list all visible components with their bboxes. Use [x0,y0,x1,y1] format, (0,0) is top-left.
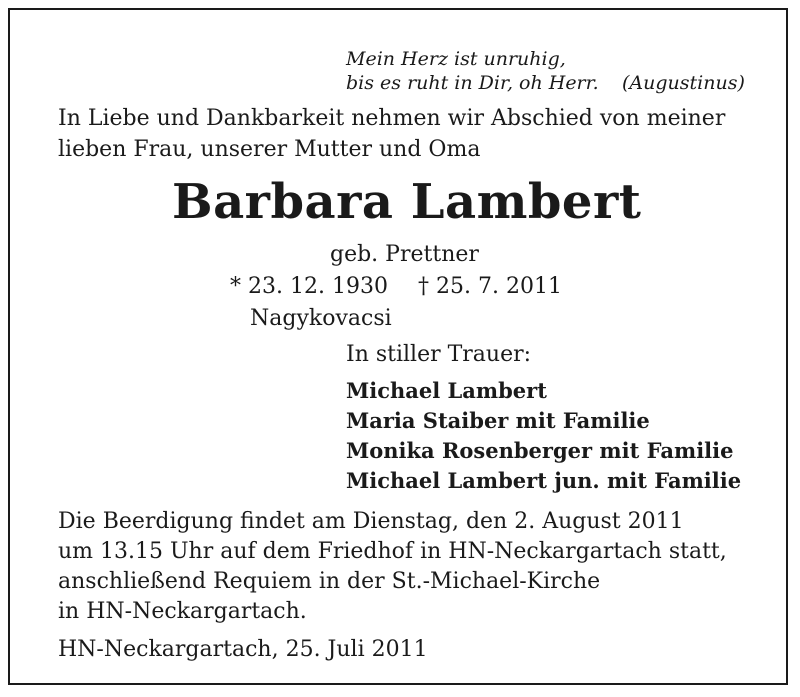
funeral-line-1: Die Beerdigung findet am Dienstag, den 2. August 2011 [58,509,684,534]
mourner-name: Monika Rosenberger mit Familie [346,438,734,463]
mourner-name: Michael Lambert [346,378,547,403]
funeral-line-2: um 13.15 Uhr auf dem Friedhof in HN-Neckargartach statt, [58,539,727,564]
obituary-notice [8,8,788,685]
mourner-name: Maria Staiber mit Familie [346,408,650,433]
death-date: † 25. 7. 2011 [418,274,562,299]
place-date: HN-Neckargartach, 25. Juli 2011 [58,637,428,662]
epigraph-attribution: (Augustinus) [622,72,745,94]
intro-line-2: lieben Frau, unserer Mutter und Oma [58,137,481,162]
epigraph-line-2: bis es ruht in Dir, oh Herr. [346,72,599,94]
funeral-line-3: anschließend Requiem in der St.-Michael-Kirche [58,569,601,594]
funeral-line-4: in HN-Neckargartach. [58,599,307,624]
mourners-heading: In stiller Trauer: [346,342,532,367]
birth-date: * 23. 12. 1930 [230,274,388,299]
epigraph-line-1: Mein Herz ist unruhig, [346,48,566,70]
mourner-name: Michael Lambert jun. mit Familie [346,468,742,493]
intro-line-1: In Liebe und Dankbarkeit nehmen wir Abschied von meiner [58,106,726,131]
deceased-name: Barbara Lambert [172,174,642,230]
birthplace: Nagykovacsi [250,306,392,331]
maiden-name: geb. Prettner [330,242,479,267]
